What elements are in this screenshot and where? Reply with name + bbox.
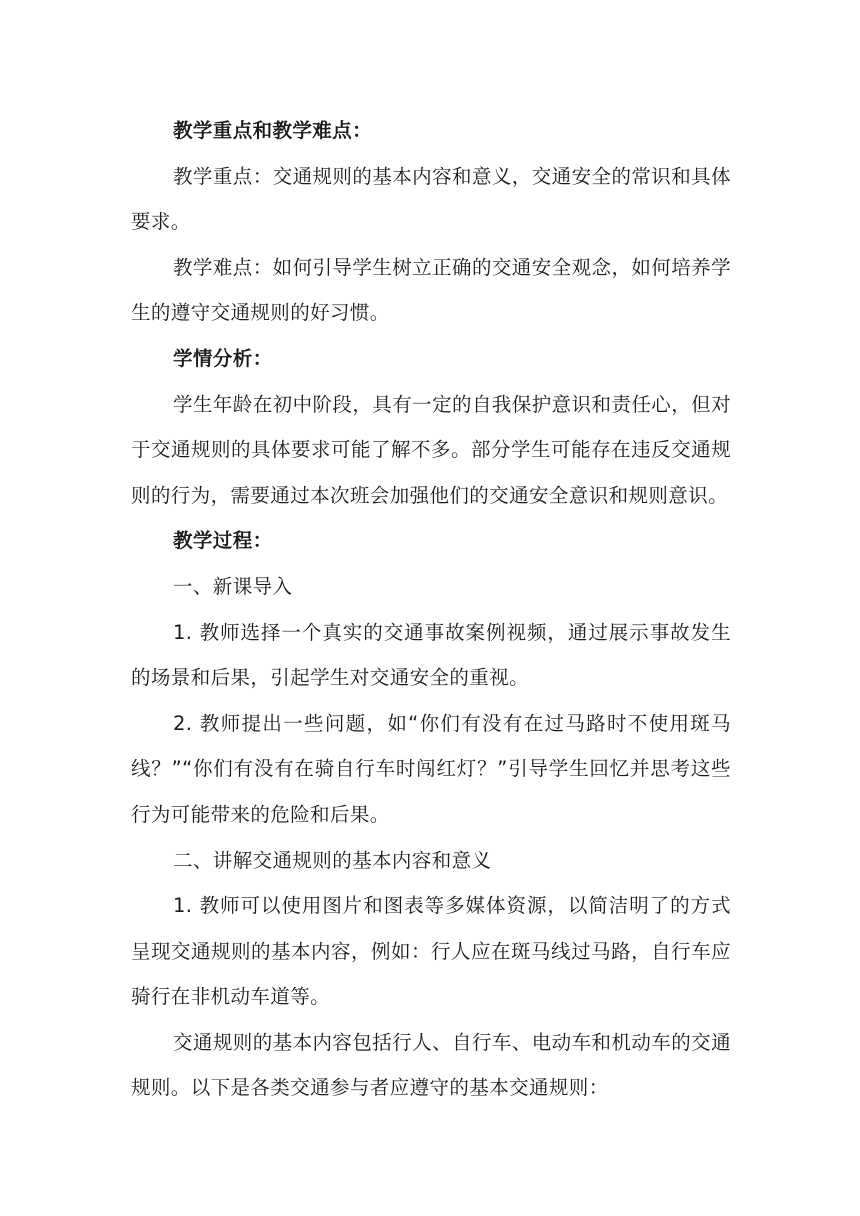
section-title-introduction: 一、新课导入 — [173, 574, 293, 598]
paragraph-rules-overview: 交通规则的基本内容包括行人、自行车、电动车和机动车的交通规则。以下是各类交通参与者应遵守的基本交通规则： — [131, 1030, 731, 1100]
heading-key-points: 教学重点和教学难点： — [173, 119, 373, 142]
paragraph-rules-step-1: 1. 教师可以使用图片和图表等多媒体资源，以简洁明了的方式呈现交通规则的基本内容，例如：行人应在斑马线过马路，自行车应骑行在非机动车道等。 — [131, 894, 731, 1009]
section-title-traffic-rules: 二、讲解交通规则的基本内容和意义 — [173, 848, 492, 872]
document-body — [131, 108, 731, 1111]
heading-student-analysis: 学情分析： — [173, 346, 273, 370]
paragraph-intro-step-2: 2. 教师提出一些问题，如“你们有没有在过马路时不使用斑马线？”“你们有没有在骑自行车时闯红灯？”引导学生回忆并思考这些行为可能带来的危险和后果。 — [131, 711, 731, 826]
heading-teaching-process: 教学过程： — [173, 529, 273, 553]
paragraph-difficulty: 教学难点：如何引导学生树立正确的交通安全观念，如何培养学生的遵守交通规则的好习惯。 — [131, 255, 731, 325]
paragraph-student-analysis: 学生年龄在初中阶段，具有一定的自我保护意识和责任心，但对于交通规则的具体要求可能了解不多。部分学生可能存在违反交通规则的行为，需要通过本次班会加强他们的交通安全意识和规则意识。 — [131, 392, 731, 507]
paragraph-intro-step-1: 1. 教师选择一个真实的交通事故案例视频，通过展示事故发生的场景和后果，引起学生对交通安全的重视。 — [131, 620, 731, 690]
paragraph-key-point: 教学重点：交通规则的基本内容和意义，交通安全的常识和具体要求。 — [131, 164, 731, 234]
